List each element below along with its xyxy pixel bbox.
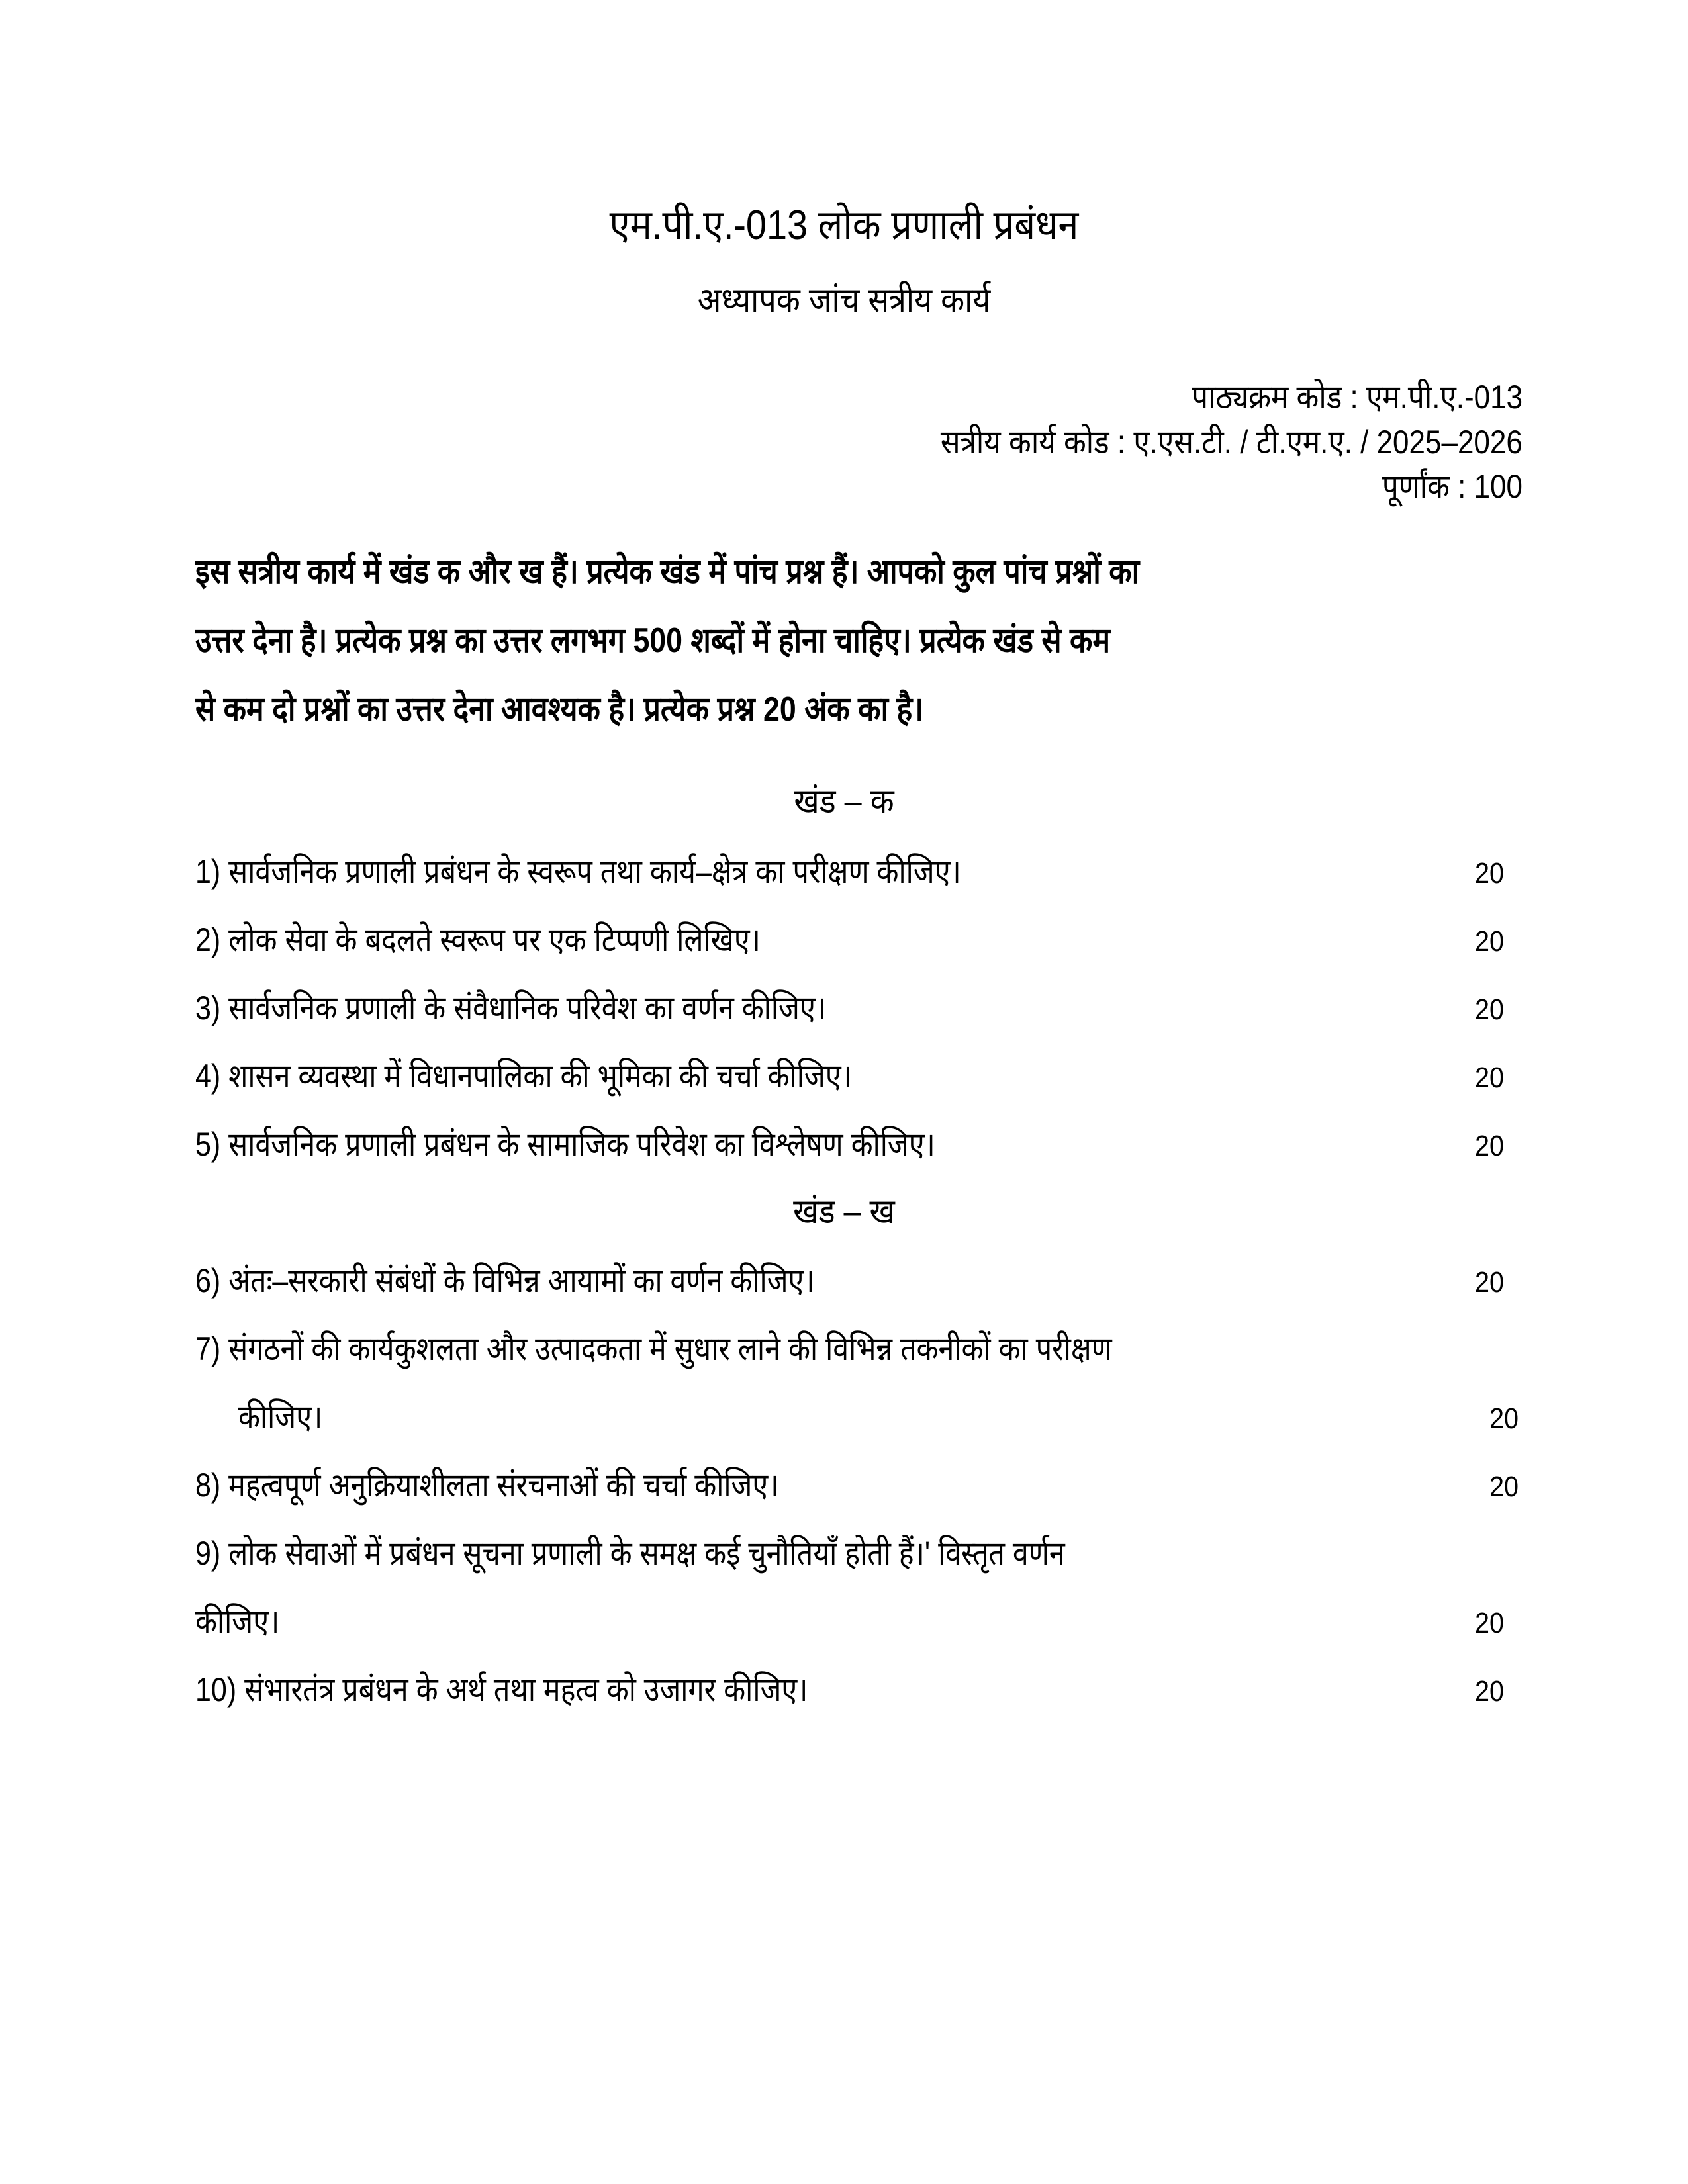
document-subtitle: अध्यापक जांच सत्रीय कार्य <box>697 281 991 320</box>
question-7: 7) संगठनों की कार्यकुशलता और उत्पादकता में सुधार लाने की विभिन्न तकनीकों का परीक्षण <box>195 1330 1112 1367</box>
course-code: पाठ्यक्रम कोड : एम.पी.ए.-013 <box>1192 379 1523 416</box>
instruction-line: इस सत्रीय कार्य में खंड क और ख हैं। प्रत्येक खंड में पांच प्रश्न हैं। आपको कुल पांच प्रश्नों का <box>195 553 1140 591</box>
question-marks: 20 <box>1475 857 1505 889</box>
question-marks: 20 <box>1475 1266 1505 1298</box>
question-3: 3) सार्वजनिक प्रणाली के संवैधानिक परिवेश का वर्णन कीजिए। <box>195 989 827 1026</box>
instruction-line: से कम दो प्रश्नों का उत्तर देना आवश्यक है। प्रत्येक प्रश्न 20 अंक का है। <box>195 690 924 729</box>
question-7-continuation: कीजिए। <box>238 1398 323 1435</box>
question-marks: 20 <box>1475 1607 1505 1639</box>
assignment-code: सत्रीय कार्य कोड : ए.एस.टी. / टी.एम.ए. / 2025–2026 <box>941 424 1523 461</box>
max-marks: पूर्णांक : 100 <box>1382 468 1523 505</box>
section-heading-b: खंड – ख <box>793 1193 895 1231</box>
question-marks: 20 <box>1489 1402 1519 1435</box>
question-1: 1) सार्वजनिक प्रणाली प्रबंधन के स्वरूप तथा कार्य–क्षेत्र का परीक्षण कीजिए। <box>195 853 961 890</box>
question-marks: 20 <box>1475 1062 1505 1094</box>
question-8: 8) महत्वपूर्ण अनुक्रियाशीलता संरचनाओं की चर्चा कीजिए। <box>195 1467 779 1504</box>
question-marks: 20 <box>1475 925 1505 958</box>
question-marks: 20 <box>1475 993 1505 1026</box>
question-marks: 20 <box>1475 1675 1505 1707</box>
question-marks: 20 <box>1475 1130 1505 1162</box>
question-4: 4) शासन व्यवस्था में विधानपालिका की भूमिका की चर्चा कीजिए। <box>195 1058 852 1095</box>
question-9: 9) लोक सेवाओं में प्रबंधन सूचना प्रणाली के समक्ष कई चुनौतियाँ होती हैं।' विस्तृत वर्णन <box>195 1535 1065 1572</box>
question-9-continuation: कीजिए। <box>195 1603 280 1640</box>
section-heading-a: खंड – क <box>794 782 894 821</box>
question-10: 10) संभारतंत्र प्रबंधन के अर्थ तथा महत्व को उजागर कीजिए। <box>195 1671 808 1708</box>
instruction-line: उत्तर देना है। प्रत्येक प्रश्न का उत्तर लगभग 500 शब्दों में होना चाहिए। प्रत्येक खंड से कम <box>195 621 1111 660</box>
document-title: एम.पी.ए.-013 लोक प्रणाली प्रबंधन <box>609 203 1079 248</box>
question-2: 2) लोक सेवा के बदलते स्वरूप पर एक टिप्पणी लिखिए। <box>195 921 761 958</box>
question-marks: 20 <box>1489 1471 1519 1503</box>
question-5: 5) सार्वजनिक प्रणाली प्रबंधन के सामाजिक परिवेश का विश्लेषण कीजिए। <box>195 1126 935 1163</box>
question-6: 6) अंतः–सरकारी संबंधों के विभिन्न आयामों का वर्णन कीजिए। <box>195 1262 815 1299</box>
